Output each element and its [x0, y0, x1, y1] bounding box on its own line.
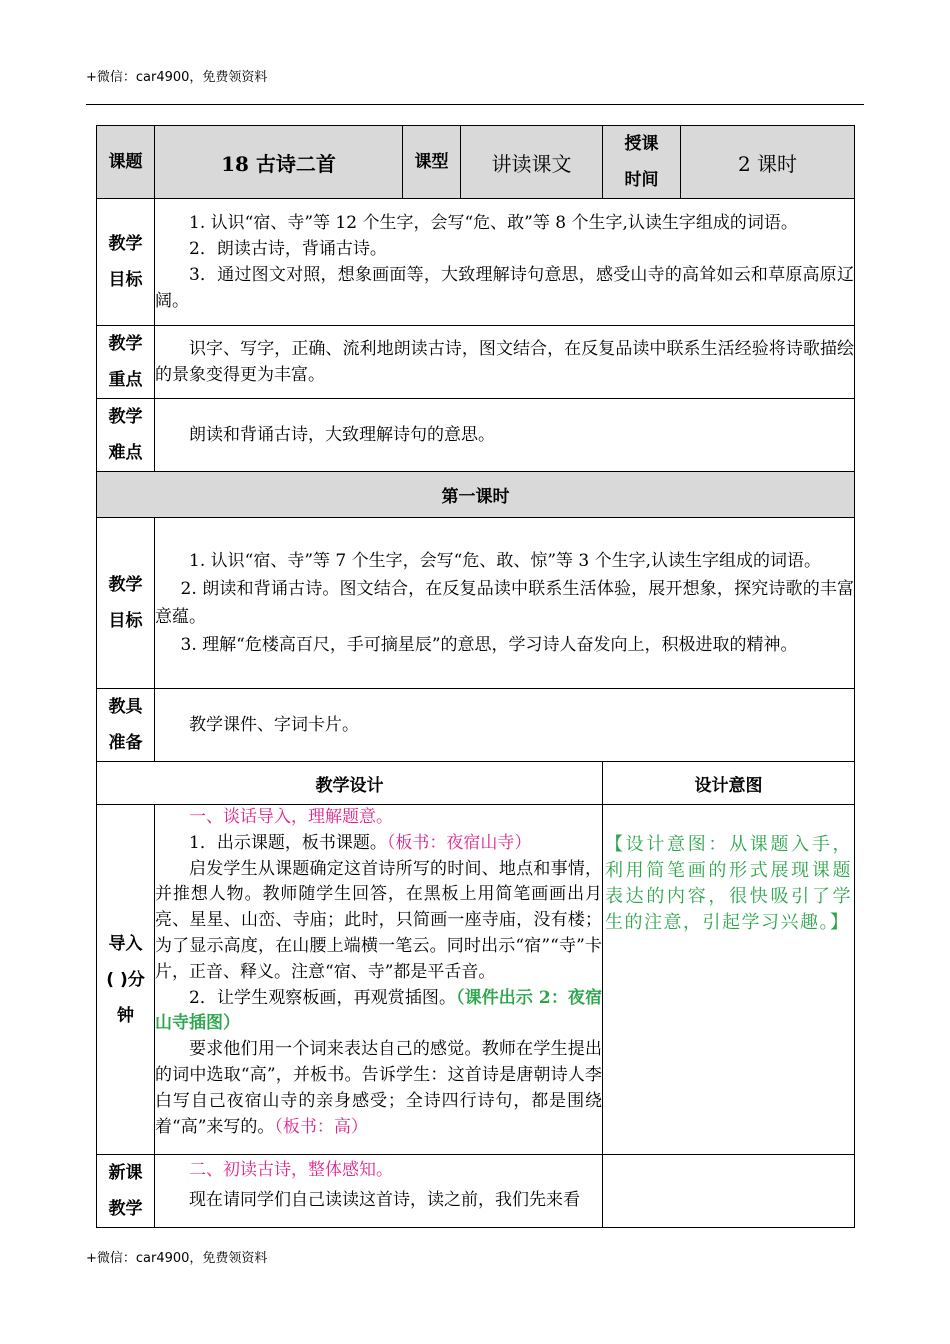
- header-divider: [86, 104, 864, 105]
- lesson1-goal-3: 3. 理解“危楼高百尺，手可摘星辰”的意思，学习诗人奋发向上，积极进取的精神。: [180, 635, 798, 655]
- topic-label: 课题: [97, 126, 155, 199]
- goals-label-line1: 教学: [108, 234, 143, 254]
- intro-label-line1: 导入: [108, 933, 143, 954]
- lesson1-goals-label: [97, 518, 155, 689]
- key-points-label: [97, 326, 155, 399]
- goals-content: [155, 199, 855, 326]
- intro-step2-note: （课件出示 2：夜宿山寺插图）: [155, 987, 602, 1034]
- intro-content: [155, 805, 603, 1155]
- intro-row: [97, 805, 855, 1155]
- goal-line-1: 1. 认识“宿、寺”等 12 个生字，会写“危、敢”等 8 个生字,认读生字组成的词语。: [189, 213, 798, 233]
- key-points-label-line1: 教学: [108, 334, 143, 354]
- lesson1-goals-label-line1: 教学: [108, 575, 143, 595]
- type-label: 课型: [403, 126, 461, 199]
- difficulties-label-line2: 难点: [108, 443, 143, 463]
- lesson1-goal-1: 1. 认识“宿、寺”等 7 个生字，会写“危、敢、惊”等 3 个生字,认读生字组成的词语。: [189, 551, 822, 571]
- tools-label-line2: 准备: [108, 733, 143, 753]
- new-lesson-label: [97, 1155, 155, 1228]
- intro-step1-text: 1．出示课题，板书课题。: [189, 832, 387, 853]
- lesson1-heading-row: [97, 472, 855, 518]
- intent-heading: 设计意图: [603, 762, 855, 805]
- intro-step1: [155, 831, 602, 857]
- time-value: 2 课时: [681, 126, 855, 199]
- goal-line-2: 2．朗读古诗，背诵古诗。: [189, 239, 387, 259]
- difficulties-content: [155, 399, 855, 472]
- intro-label-line2: ( )分: [106, 969, 145, 990]
- time-label-line2: 时间: [624, 170, 659, 190]
- key-points-label-line2: 重点: [108, 370, 143, 390]
- lesson1-goals-label-line2: 目标: [108, 611, 143, 631]
- footer-watermark: +微信：car4900，免费领资料: [86, 1251, 268, 1266]
- new-lesson-content: [155, 1155, 603, 1228]
- time-label-line1: 授课: [624, 134, 659, 154]
- new-lesson-row: [97, 1155, 855, 1228]
- lesson-plan-table: [96, 125, 855, 1228]
- title-row: [97, 126, 855, 199]
- tools-row: [97, 689, 855, 762]
- design-heading: 教学设计: [97, 762, 603, 805]
- new-lesson-text: 现在请同学们自己读读这首诗，读之前，我们先来看: [189, 1190, 580, 1210]
- new-lesson-label-line2: 教学: [108, 1199, 143, 1219]
- new-lesson-section-title: 二、初读古诗，整体感知。: [189, 1160, 393, 1180]
- goals-label-line2: 目标: [108, 270, 143, 290]
- intro-section-title: 一、谈话导入，理解题意。: [189, 807, 393, 827]
- design-heading-row: [97, 762, 855, 805]
- key-points-row: [97, 326, 855, 399]
- tools-content: [155, 689, 855, 762]
- new-lesson-intent-cell: [603, 1155, 855, 1228]
- intro-para2: [155, 1037, 602, 1140]
- type-value: 讲读课文: [461, 126, 603, 199]
- lesson1-heading: 第一课时: [97, 472, 855, 518]
- goals-row: [97, 199, 855, 326]
- tools-text: 教学课件、字词卡片。: [189, 715, 359, 735]
- intro-label: [97, 805, 155, 1155]
- difficulties-label-line1: 教学: [108, 407, 143, 427]
- intro-step1-note: （板书：夜宿山寺）: [386, 832, 532, 853]
- intro-intent: 【设计意图：从课题入手，利用简笔画的形式展现课题表达的内容，很快吸引了学生的注意，引起学习兴趣。】: [605, 834, 852, 933]
- lesson1-goals-content: [155, 518, 855, 689]
- intro-step2-text: 2．让学生观察板画，再观赏插图。: [189, 987, 457, 1008]
- intro-label-line3: 钟: [117, 1005, 134, 1026]
- intro-para1: 启发学生从课题确定这首诗所写的时间、地点和事情，并推想人物。教师随学生回答，在黑板上用简笔画画出月亮、星星、山峦、寺庙；此时，只简画一座寺庙，没有楼；为了显示高度，在山腰上端横一笔云。同时出示“宿”“寺”卡片，正音、释义。注意“宿、寺”都是平舌音。: [155, 858, 602, 982]
- tools-label: [97, 689, 155, 762]
- difficulties-label: [97, 399, 155, 472]
- header-watermark: +微信：car4900，免费领资料: [86, 70, 268, 85]
- goals-label: [97, 199, 155, 326]
- tools-label-line1: 教具: [108, 697, 143, 717]
- intro-para2-text: 要求他们用一个词来表达自己的感觉。教师在学生提出的词中选取“高”，并板书。告诉学生：这首诗是唐朝诗人李白写自己夜宿山寺的亲身感受；全诗四行诗句，都是围绕着“高”来写的。: [155, 1039, 602, 1137]
- intro-para2-note: （板书：高）: [274, 1116, 368, 1137]
- new-lesson-label-line1: 新课: [108, 1163, 143, 1183]
- lesson-title: 18 古诗二首: [155, 126, 403, 199]
- difficulties-row: [97, 399, 855, 472]
- goal-line-3: 3．通过图文对照，想象画面等，大致理解诗句意思，感受山寺的高耸如云和草原高原辽阔。: [155, 265, 854, 311]
- key-points-text: 识字、写字，正确、流利地朗读古诗，图文结合，在反复品读中联系生活经验将诗歌描绘的景象变得更为丰富。: [155, 339, 854, 385]
- lesson1-goals-row: [97, 518, 855, 689]
- time-label: [603, 126, 681, 199]
- key-points-content: [155, 326, 855, 399]
- lesson1-goal-2: 2. 朗读和背诵古诗。图文结合，在反复品读中联系生活体验，展开想象，探究诗歌的丰富意蕴。: [155, 579, 854, 627]
- intro-intent-cell: [603, 805, 855, 1155]
- difficulties-text: 朗读和背诵古诗，大致理解诗句的意思。: [189, 425, 495, 445]
- intro-step2: [155, 986, 602, 1038]
